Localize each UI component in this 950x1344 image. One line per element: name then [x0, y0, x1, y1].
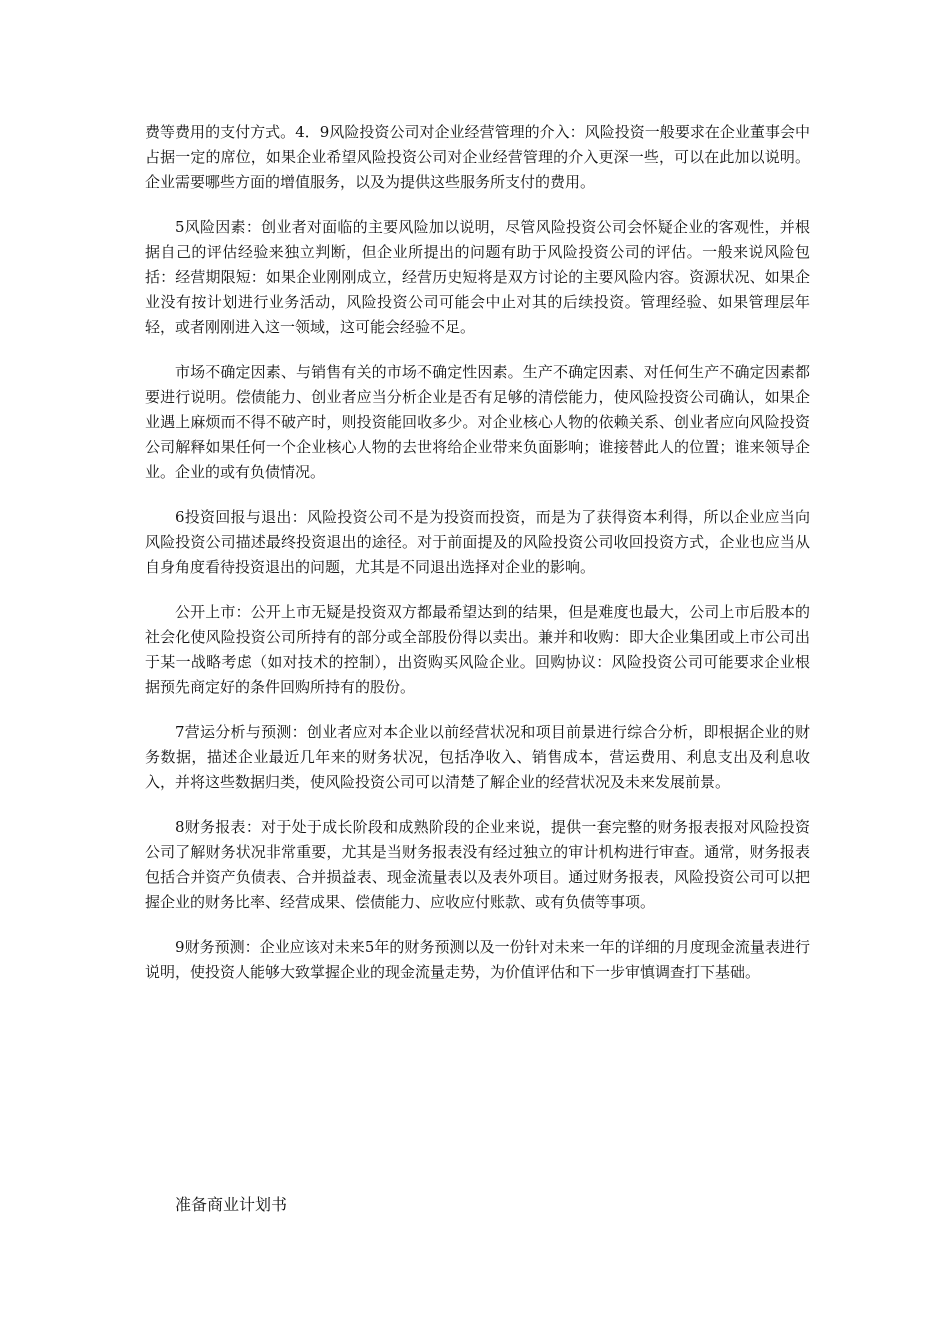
paragraph-ipo-and-acquisition: 公开上市：公开上市无疑是投资双方都最希望达到的结果，但是难度也最大，公司上市后股本的社会化使风险投资公司所持有的部分或全部股份得以卖出。兼并和收购：即大企业集团或上市公司出于某一战略考虑（如对技术的控制），出资购买风险企业。回购协议：风险投资公司可能要求企业根据预先商定好的条件回购所持有的股份。 — [145, 603, 810, 696]
paragraph-operations-analysis: 7营运分析与预测：创业者应对本企业以前经营状况和项目前景进行综合分析，即根据企业的财务数据，描述企业最近几年来的财务状况，包括净收入、销售成本，营运费用、利息支出及利息收入，并将这些数据归类，使风险投资公司可以清楚了解企业的经营状况及未来发展前景。 — [145, 723, 810, 791]
paragraph-financial-forecast: 9财务预测：企业应该对未来5年的财务预测以及一份针对未来一年的详细的月度现金流量表进行说明，使投资人能够大致掌握企业的现金流量走势，为价值评估和下一步审慎调查打下基础。 — [145, 938, 810, 981]
paragraph-gap — [145, 340, 810, 360]
paragraph-gap — [145, 485, 810, 505]
paragraph-payment-and-management: 费等费用的支付方式。4．9风险投资公司对企业经营管理的介入：风险投资一般要求在企业董事会中占据一定的席位，如果企业希望风险投资公司对企业经营管理的介入更深一些，可以在此加以说明。企业需要哪些方面的增值服务，以及为提供这些服务所支付的费用。 — [145, 123, 810, 191]
paragraph-financial-statements: 8财务报表：对于处于成长阶段和成熟阶段的企业来说，提供一套完整的财务报表报对风险投资公司了解财务状况非常重要，尤其是当财务报表没有经过独立的审计机构进行审查。通常，财务报表包括合并资产负债表、合并损益表、现金流量表以及表外项目。通过财务报表，风险投资公司可以把握企业的财务比率、经营成果、偿债能力、应收应付账款、或有负债等事项。 — [145, 818, 810, 911]
paragraph-risk-factors: 5风险因素：创业者对面临的主要风险加以说明，尽管风险投资公司会怀疑企业的客观性，并根据自己的评估经验来独立判断，但企业所提出的问题有助于风险投资公司的评估。一般来说风险包括：经营期限短：如果企业刚刚成立，经营历史短将是双方讨论的主要风险内容。资源状况、如果企业没有按计划进行业务活动，风险投资公司可能会中止对其的后续投资。管理经验、如果管理层年轻，或者刚刚进入这一领域，这可能会经验不足。 — [145, 218, 810, 336]
document-body — [145, 120, 810, 985]
paragraph-investment-exit: 6投资回报与退出：风险投资公司不是为投资而投资，而是为了获得资本利得，所以企业应当向风险投资公司描述最终投资退出的途径。对于前面提及的风险投资公司收回投资方式，企业也应当从自身角度看待投资退出的问题，尤其是不同退出选择对企业的影响。 — [145, 508, 810, 576]
footer-heading: 准备商业计划书 — [175, 1195, 288, 1214]
paragraph-market-uncertainty: 市场不确定因素、与销售有关的市场不确定性因素。生产不确定因素、对任何生产不确定因素都要进行说明。偿债能力、创业者应当分析企业是否有足够的清偿能力，使风险投资公司确认，如果企业遇上麻烦而不得不破产时，则投资能回收多少。对企业核心人物的依赖关系、创业者应向风险投资公司解释如果任何一个企业核心人物的去世将给企业带来负面影响；谁接替此人的位置；谁来领导企业。企业的或有负债情况。 — [145, 363, 810, 481]
paragraph-gap — [145, 915, 810, 935]
paragraph-gap — [145, 580, 810, 600]
paragraph-gap — [145, 195, 810, 215]
paragraph-gap — [145, 795, 810, 815]
paragraph-gap — [145, 700, 810, 720]
